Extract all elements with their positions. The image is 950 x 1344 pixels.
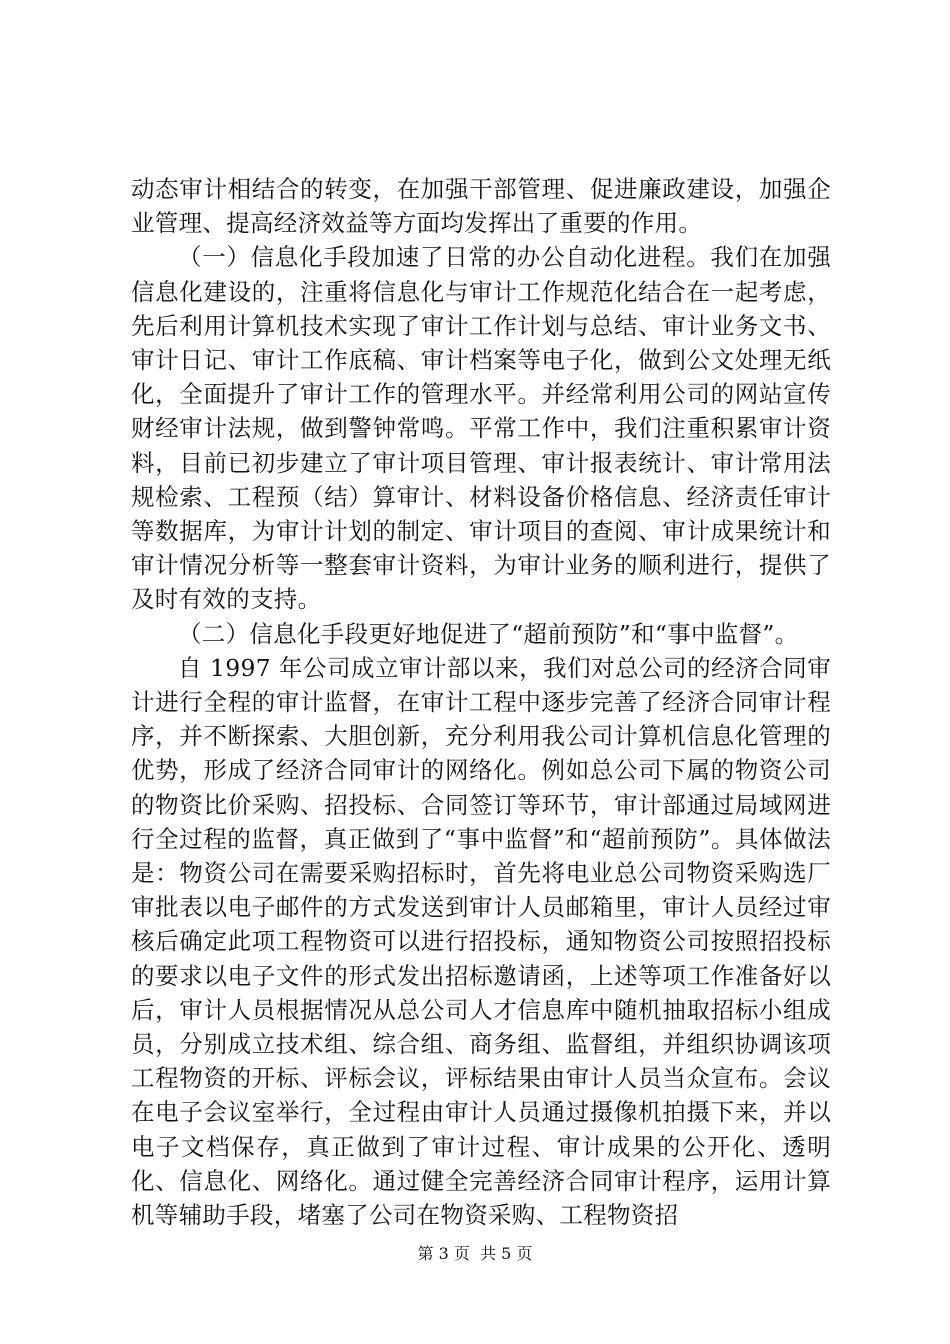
paragraph-continuation: 动态审计相结合的转变，在加强干部管理、促进廉政建设，加强企业管理、提高经济效益等方面均发挥出了重要的作用。 <box>131 175 831 238</box>
body-text <box>131 172 831 1232</box>
page-number-label: 第 3 页 共 5 页 <box>417 1244 533 1263</box>
paragraph-section-two-heading: （二）信息化手段更好地促进了“超前预防”和“事中监督”。 <box>178 619 799 648</box>
paragraph-section-two-body: 自 1997 年公司成立审计部以来，我们对总公司的经济合同审计进行全程的审计监督，在审计工程中逐步完善了经济合同审计程序，并不断探索、大胆创新，充分利用我公司计算机信息化管理的优势，形成了经济合同审计的网络化。例如总公司下属的物资公司的物资比价采购、招投标、合同签订等环节，审计部通过局域网进行全过程的监督，真正做到了“事中监督”和“超前预防”。具体做法是：物资公司在需要采购招标时，首先将电业总公司物资采购选厂审批表以电子邮件的方式发送到审计人员邮箱里，审计人员经过审核后确定此项工程物资可以进行招投标，通知物资公司按照招投标的要求以电子文件的形式发出招标邀请函，上述等项工作准备好以后，审计人员根据情况从总公司人才信息库中随机抽取招标小组成员，分别成立技术组、综合组、商务组、监督组，并组织协调该项工程物资的开标、评标会议，评标结果由审计人员当众宣布。会议在电子会议室举行，全过程由审计人员通过摄像机拍摄下来，并以电子文档保存，真正做到了审计过程、审计成果的公开化、透明化、信息化、网络化。通过健全完善经济合同审计程序，运用计算机等辅助手段，堵塞了公司在物资采购、工程物资招 <box>131 653 831 1230</box>
page-footer <box>0 1243 950 1265</box>
paragraph-section-one: （一）信息化手段加速了日常的办公自动化进程。我们在加强信息化建设的，注重将信息化与审计工作规范化结合在一起考虑，先后利用计算机技术实现了审计工作计划与总结、审计业务文书、审计日记、审计工作底稿、审计档案等电子化，做到公文处理无纸化，全面提升了审计工作的管理水平。并经常利用公司的网站宣传财经审计法规，做到警钟常鸣。平常工作中，我们注重积累审计资料，目前已初步建立了审计项目管理、审计报表统计、审计常用法规检索、工程预（结）算审计、材料设备价格信息、经济责任审计等数据库，为审计计划的制定、审计项目的查阅、审计成果统计和审计情况分析等一整套审计资料，为审计业务的顺利进行，提供了及时有效的支持。 <box>131 243 831 614</box>
